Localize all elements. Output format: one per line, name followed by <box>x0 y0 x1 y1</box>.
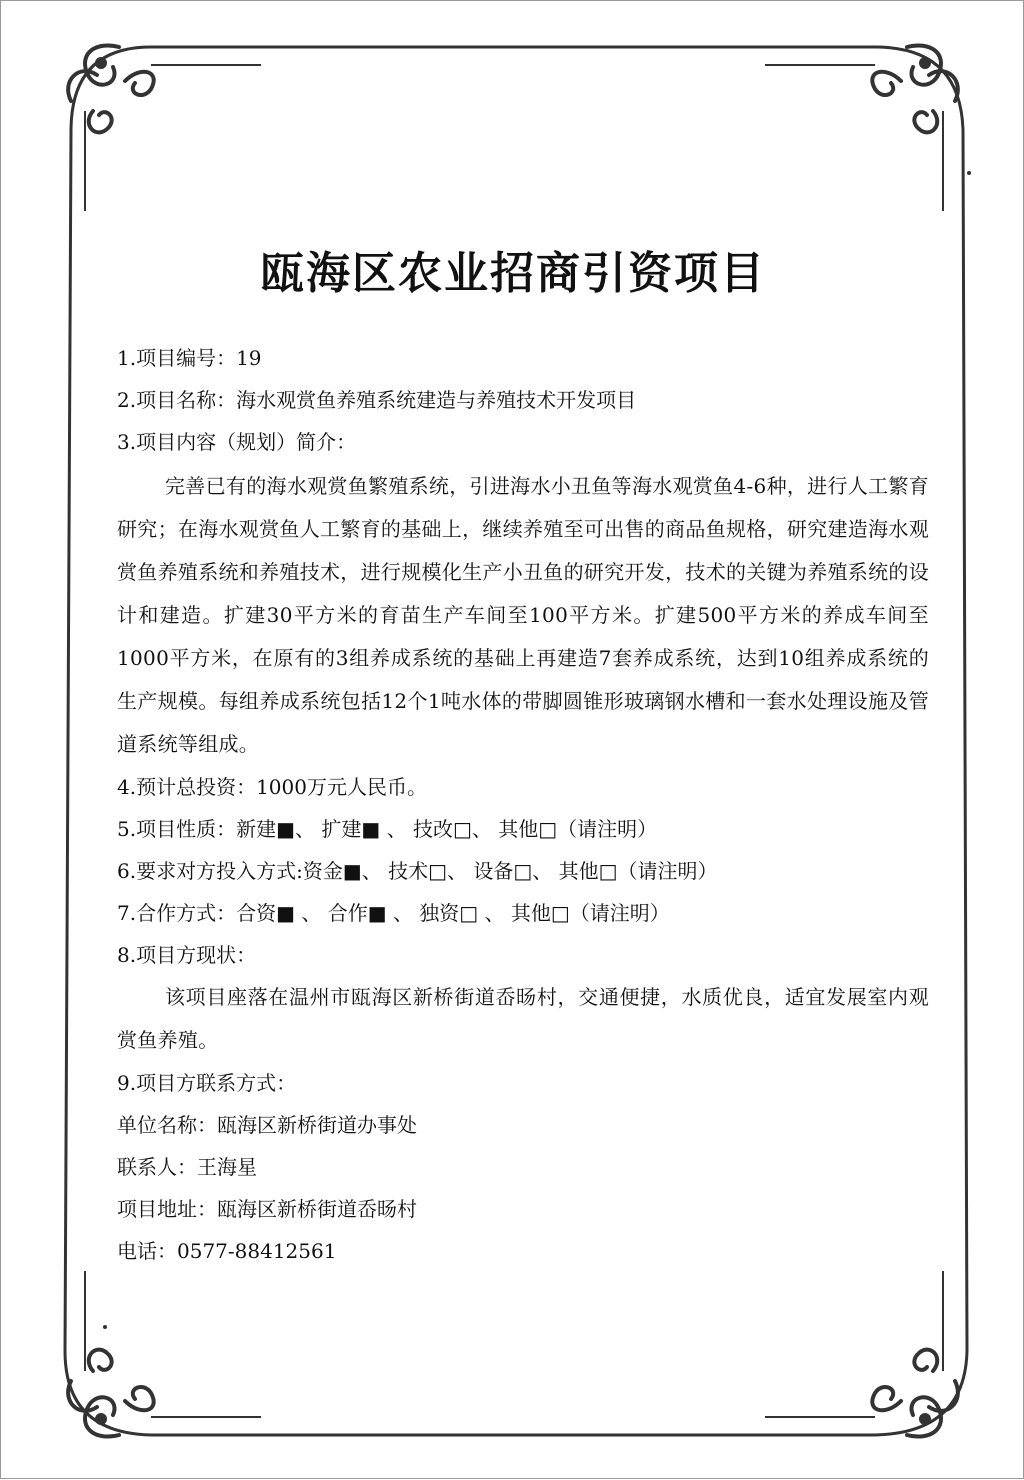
project-status-text: 该项目座落在温州市瓯海区新桥街道岙旸村，交通便捷，水质优良，适宜发展室内观赏鱼养殖。 <box>117 985 929 1052</box>
cooperation-method: 7.合作方式：合资■ 、 合作■ 、 独资□ 、 其他□（请注明） <box>117 901 670 925</box>
phone-number: 电话：0577-88412561 <box>117 1239 337 1263</box>
project-address: 项目地址：瓯海区新桥街道岙旸村 <box>117 1197 417 1221</box>
project-nature: 5.项目性质：新建■、 扩建■ 、 技改□、 其他□（请注明） <box>117 817 658 841</box>
project-status-heading: 8.项目方现状： <box>117 943 257 967</box>
page-title: 瓯海区农业招商引资项目 <box>260 248 766 299</box>
document-body <box>117 337 929 1272</box>
project-summary-text: 完善已有的海水观赏鱼繁殖系统，引进海水小丑鱼等海水观赏鱼4-6种，进行人工繁育研究；在海水观赏鱼人工繁育的基础上，继续养殖至可出售的商品鱼规格，研究建造海水观赏鱼养殖系统和养殖技术，进行规模化生产小丑鱼的研究开发，技术的关键为养殖系统的设计和建造。扩建30平方米的育苗生产车间至100平方米。扩建500平方米的养成车间至1000平方米，在原有的3组养成系统的基础上再建造7套养成系统，达到10组养成系统的生产规模。每组养成系统包括12个1吨水体的带脚圆锥形玻璃钢水槽和一套水处理设施及管道系统等组成。 <box>117 474 929 756</box>
total-investment: 4.预计总投资：1000万元人民币。 <box>117 775 427 799</box>
unit-name: 单位名称：瓯海区新桥街道办事处 <box>117 1113 417 1137</box>
contact-person: 联系人：王海星 <box>117 1155 257 1179</box>
investment-method: 6.要求对方投入方式:资金■、 技术□、 设备□、 其他□（请注明） <box>117 859 718 883</box>
project-number: 1.项目编号：19 <box>117 346 262 370</box>
contact-heading: 9.项目方联系方式： <box>117 1071 297 1095</box>
project-name: 2.项目名称：海水观赏鱼养殖系统建造与养殖技术开发项目 <box>117 388 637 412</box>
project-summary-heading: 3.项目内容（规划）简介： <box>117 430 357 454</box>
